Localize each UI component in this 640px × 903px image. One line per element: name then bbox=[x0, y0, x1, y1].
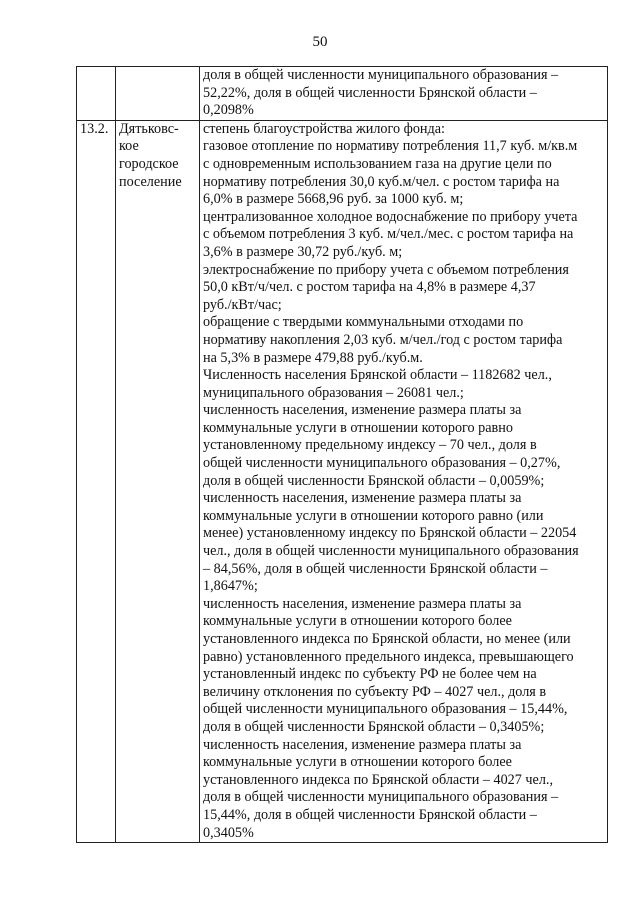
row-name-cell bbox=[116, 120, 200, 842]
text-line: чел., доля в общей численности муниципального образования bbox=[203, 543, 579, 560]
text-line: 6,0% в размере 5668,96 руб. за 1000 куб. м; bbox=[203, 191, 464, 208]
text-line: нормативу потребления 30,0 куб.м/чел. с ростом тарифа на bbox=[203, 173, 560, 190]
text-line: городское bbox=[119, 155, 179, 172]
text-line: Численность населения Брянской области – 1182682 чел., bbox=[203, 367, 552, 384]
row-number-cell: 13.2. bbox=[77, 120, 116, 842]
text-line: доля в общей численности Брянской области – 0,0059%; bbox=[203, 472, 545, 489]
text-line: 1,8647%; bbox=[203, 578, 258, 595]
text-line: с одновременным использованием газа на другие цели по bbox=[203, 155, 552, 172]
text-line: установленного индекса по Брянской области, но менее (или bbox=[203, 631, 571, 647]
text-line: величину отклонения по субъекту РФ – 4027 чел., доля в bbox=[203, 683, 547, 700]
text-line: коммунальные услуги в отношении которого более bbox=[203, 613, 512, 630]
row-text-cell bbox=[200, 120, 608, 842]
text-line: равно) установленного предельного индекса, превышающего bbox=[203, 648, 574, 665]
document-table-body bbox=[77, 67, 608, 843]
text-line: кое bbox=[119, 138, 139, 155]
text-line: газовое отопление по нормативу потребления 11,7 куб. м/кв.м bbox=[203, 138, 578, 155]
text-line: коммунальные услуги в отношении которого равно bbox=[203, 419, 513, 436]
text-line: доля в общей численности муниципального образования – bbox=[203, 789, 559, 806]
text-line: нормативу накопления 2,03 куб. м/чел./год с ростом тарифа bbox=[203, 331, 563, 348]
text-line: численность населения, изменение размера платы за bbox=[203, 402, 522, 419]
text-line: общей численности муниципального образования – 15,44%, bbox=[203, 701, 568, 718]
text-line: централизованное холодное водоснабжение по прибору учета bbox=[203, 208, 578, 225]
text-line: 52,22%, доля в общей численности Брянской области – bbox=[203, 84, 537, 101]
text-line: 0,2098% bbox=[203, 102, 254, 119]
text-line: численность населения, изменение размера платы за bbox=[203, 736, 522, 753]
text-line: численность населения, изменение размера платы за bbox=[203, 595, 522, 612]
table-row-13-2 bbox=[77, 120, 608, 842]
text-line: электроснабжение по прибору учета с объемом потребления bbox=[203, 261, 569, 278]
text-line: на 5,3% в размере 479,88 руб./куб.м. bbox=[203, 349, 423, 366]
text-line: коммунальные услуги в отношении которого более bbox=[203, 754, 512, 771]
text-line: коммунальные услуги в отношении которого равно (или bbox=[203, 507, 544, 524]
text-line: 0,3405% bbox=[203, 824, 254, 841]
text-line: – 84,56%, доля в общей численности Брянской области – bbox=[203, 560, 548, 577]
row-number-cell bbox=[77, 67, 116, 121]
text-line: численность населения, изменение размера платы за bbox=[203, 490, 522, 507]
text-line: руб./кВт/час; bbox=[203, 296, 282, 313]
text-line: 15,44%, доля в общей численности Брянской области – bbox=[203, 806, 537, 823]
row-text-cell bbox=[200, 67, 608, 121]
text-line: установленного индекса по Брянской области – 4027 чел., bbox=[203, 771, 554, 788]
text-line: менее) установленному индексу по Брянской области – 22054 bbox=[203, 525, 577, 542]
text-line: общей численности муниципального образования – 0,27%, bbox=[203, 455, 561, 472]
text-line: обращение с твердыми коммунальными отходами по bbox=[203, 314, 524, 331]
text-line: 3,6% в размере 30,72 руб./куб. м; bbox=[203, 243, 403, 260]
table-row-continuation bbox=[77, 67, 608, 121]
text-line: степень благоустройства жилого фонда: bbox=[203, 120, 445, 137]
text-line: установленному предельному индексу – 70 чел., доля в bbox=[203, 437, 537, 454]
row-name-cell bbox=[116, 67, 200, 121]
text-line: доля в общей численности Брянской области – 0,3405%; bbox=[203, 718, 545, 735]
text-line: муниципального образования – 26081 чел.; bbox=[203, 384, 464, 401]
text-line: Дятьковс- bbox=[119, 120, 179, 137]
document-table bbox=[76, 66, 608, 843]
text-line: установленный индекс по субъекту РФ не более чем на bbox=[203, 666, 537, 683]
text-line: с объемом потребления 3 куб. м/чел./мес. с ростом тарифа на bbox=[203, 226, 574, 243]
text-line: поселение bbox=[119, 173, 182, 190]
page-number: 50 bbox=[312, 34, 328, 50]
text-line: 50,0 кВт/ч/чел. с ростом тарифа на 4,8% в размере 4,37 bbox=[203, 279, 536, 296]
text-line: доля в общей численности муниципального образования – bbox=[203, 67, 559, 83]
